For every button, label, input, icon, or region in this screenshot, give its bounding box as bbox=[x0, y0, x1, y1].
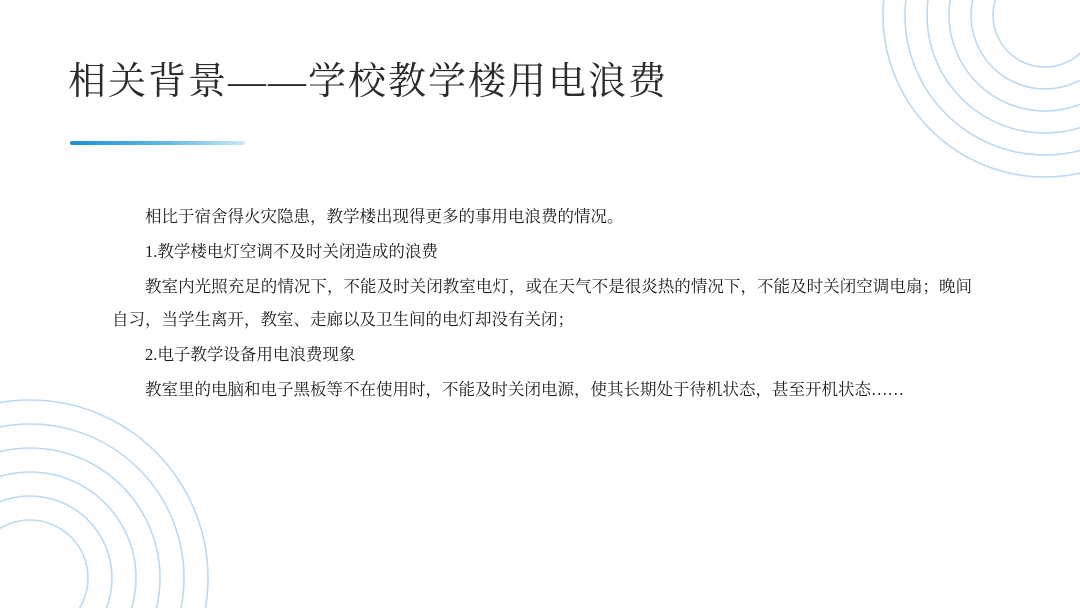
page-title: 相关背景——学校教学楼用电浪费 bbox=[68, 61, 669, 103]
paragraph: 相比于宿舍得火灾隐患，教学楼出现得更多的事用电浪费的情况。 bbox=[145, 207, 624, 226]
paragraph: 2.电子教学设备用电浪费现象 bbox=[145, 345, 356, 364]
decorative-arc-bottom-left bbox=[0, 398, 210, 608]
paragraph: 教室里的电脑和电子黑板等不在使用时，不能及时关闭电源，使其长期处于待机状态，甚至开机状态…… bbox=[145, 380, 904, 399]
body-text-block bbox=[112, 200, 972, 408]
title-underline-rule bbox=[70, 141, 245, 145]
paragraph: 教室内光照充足的情况下，不能及时关闭教室电灯，或在天气不是很炎热的情况下，不能及时关闭空调电扇；晚间自习，当学生离开，教室、走廊以及卫生间的电灯却没有关闭； bbox=[112, 277, 972, 329]
title-block bbox=[68, 58, 968, 107]
paragraph: 1.教学楼电灯空调不及时关闭造成的浪费 bbox=[145, 242, 438, 261]
